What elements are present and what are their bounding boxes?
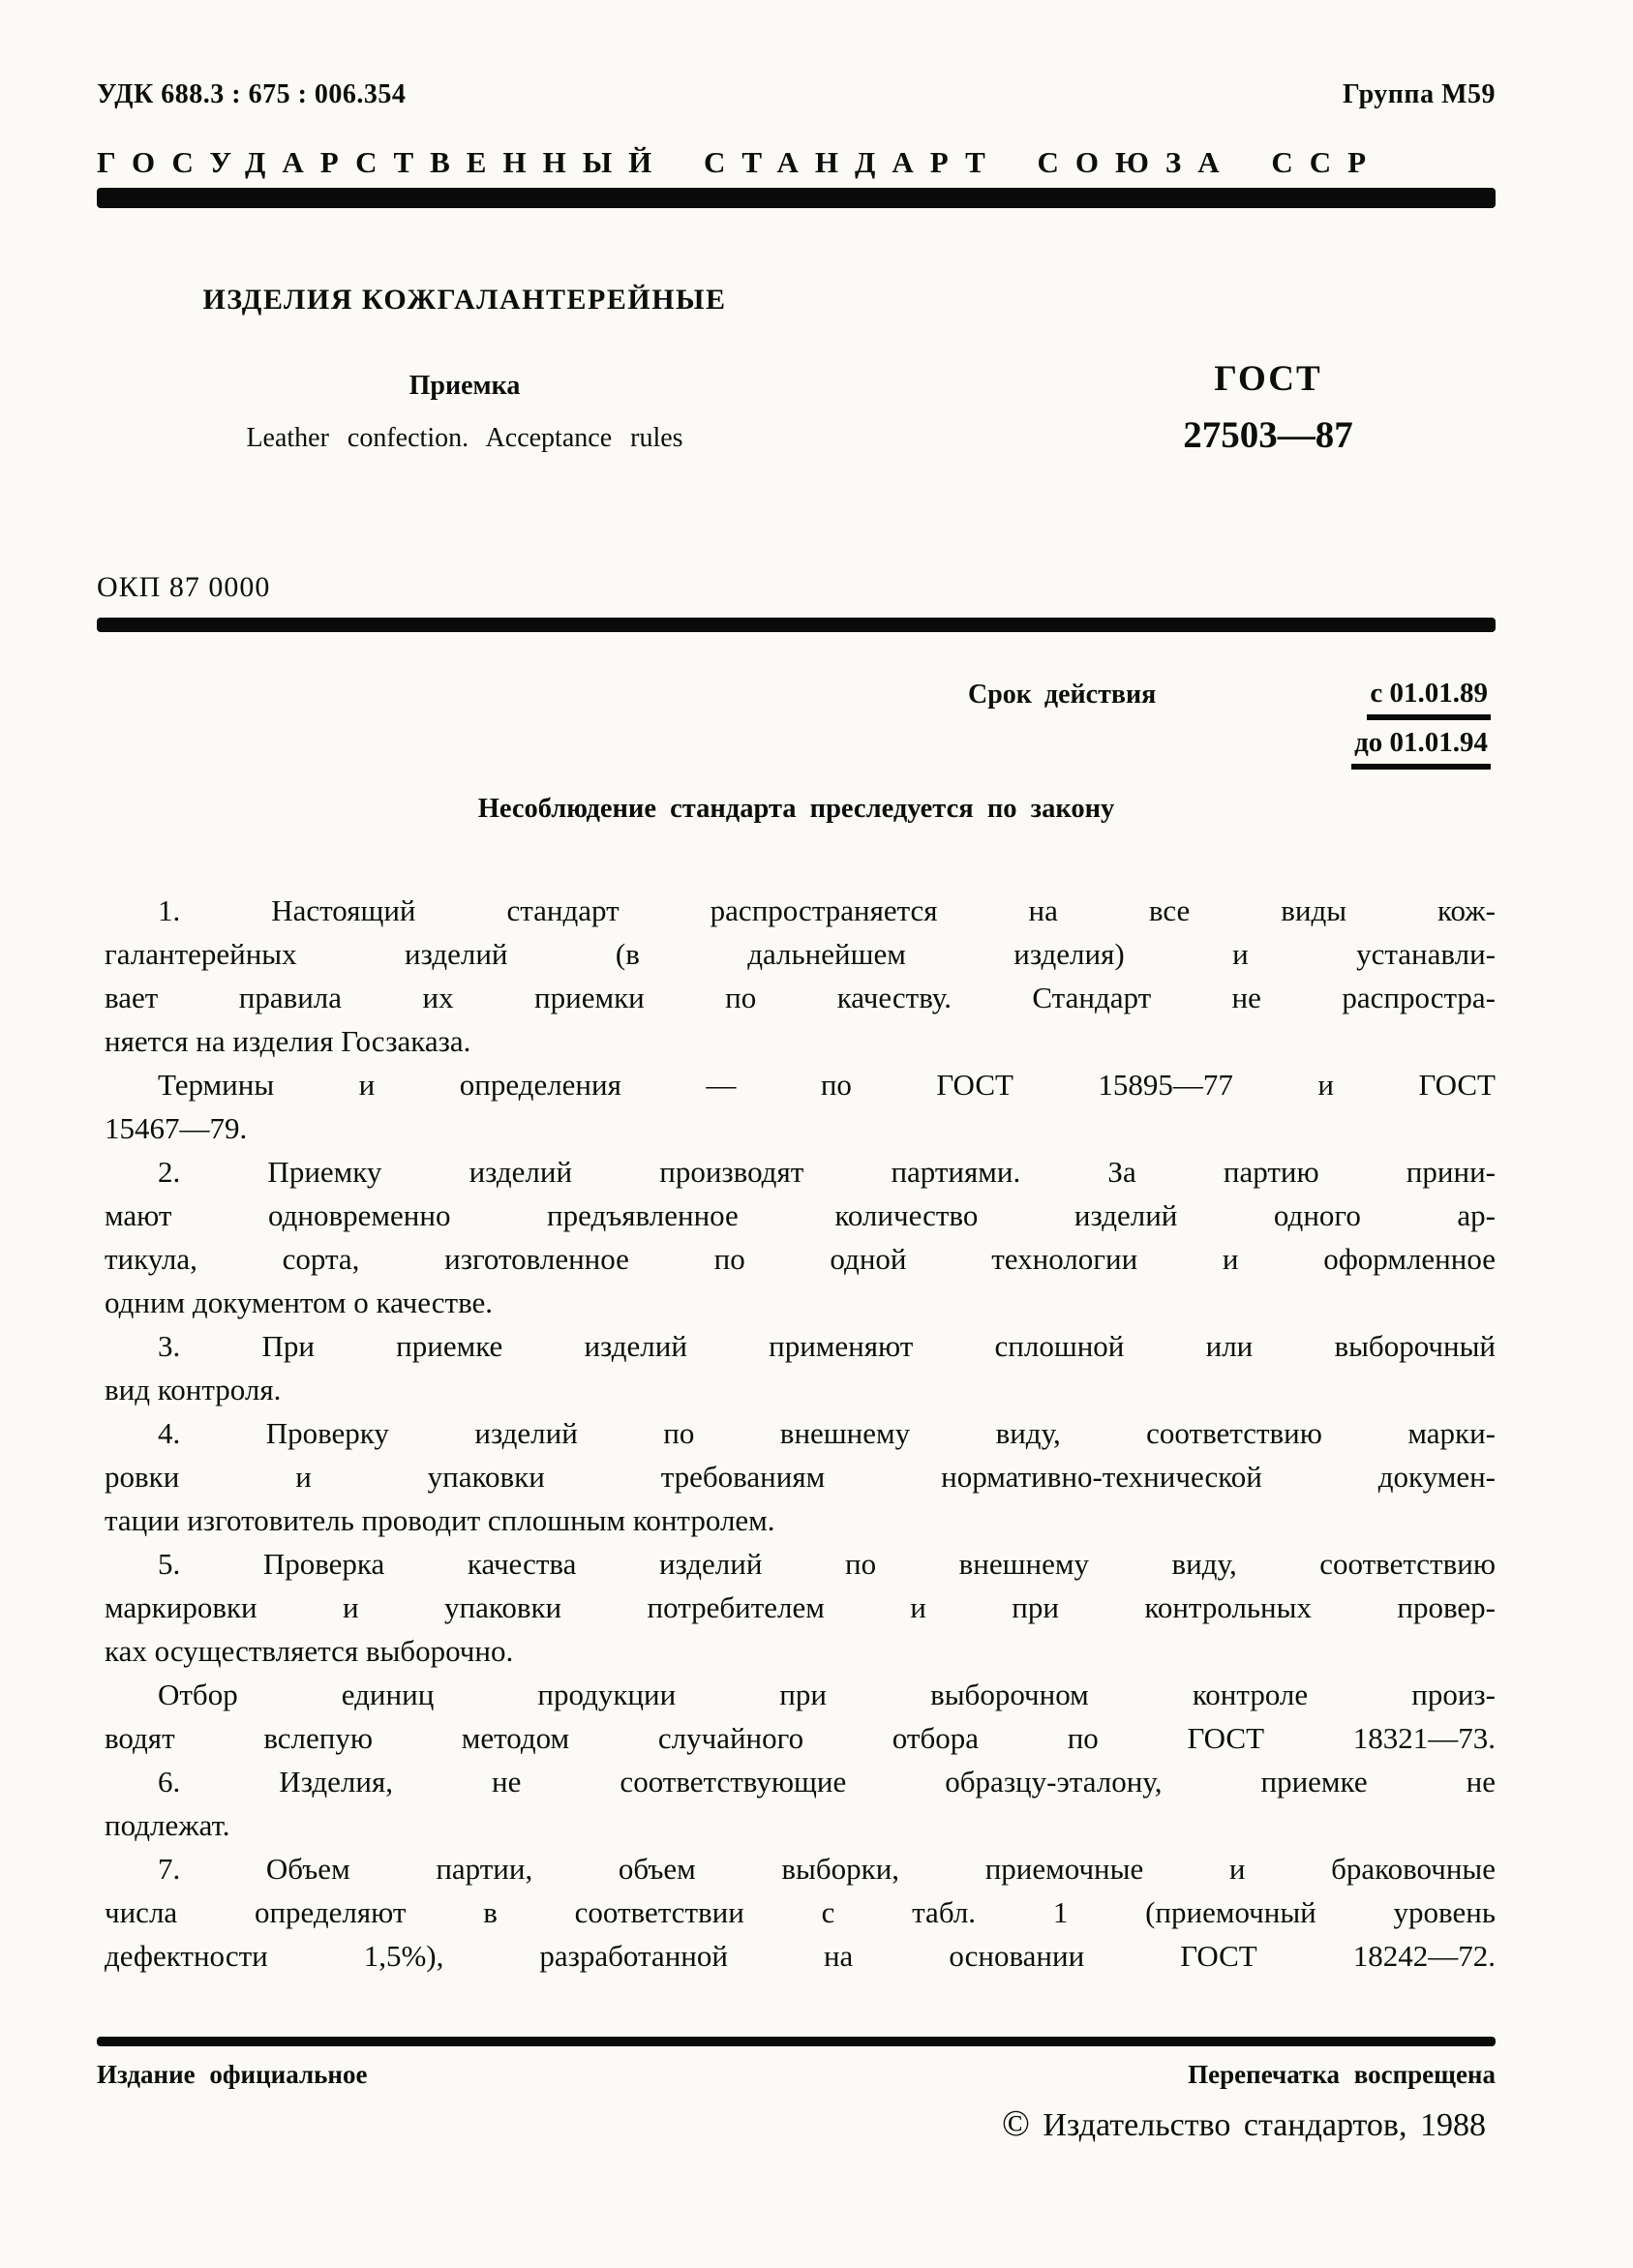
body-line: 1. Настоящий стандарт распространяется на все виды кож- bbox=[158, 893, 1496, 927]
edition-note: Издание официальное bbox=[97, 2060, 368, 2089]
validity-date-to: до 01.01.94 bbox=[1351, 727, 1491, 770]
copyright-text: Издательство стандартов, 1988 bbox=[1029, 2107, 1486, 2143]
body-line: 2. Приемку изделий производят партиями. За партию прини- bbox=[158, 1155, 1496, 1189]
body-line: 7. Объем партии, объем выборки, приемочные и браковочные bbox=[158, 1852, 1496, 1886]
gost-label: ГОСТ bbox=[1214, 359, 1322, 399]
body-line: 15467—79. bbox=[105, 1111, 248, 1145]
reprint-note: Перепечатка воспрещена bbox=[1188, 2060, 1496, 2089]
copyright-line bbox=[97, 2102, 1486, 2145]
standard-type-heading: ГОСУДАРСТВЕННЫЙ СТАНДАРТ СОЮЗА ССР bbox=[97, 145, 1383, 179]
body-line: тикула, сорта, изготовленное по одной технологии и оформленное bbox=[105, 1242, 1496, 1276]
body-line: 5. Проверка качества изделий по внешнему виду, соответствию bbox=[158, 1547, 1496, 1581]
okp-divider-rule bbox=[97, 618, 1496, 632]
gost-designation-block bbox=[1142, 358, 1394, 457]
footer-row bbox=[97, 2060, 1496, 2090]
body-line: тации изготовитель проводит сплошным контролем. bbox=[105, 1503, 775, 1537]
body-text bbox=[105, 889, 1496, 1978]
document-section-title: Приемка bbox=[408, 371, 521, 401]
body-line: 4. Проверку изделий по внешнему виду, соответствию марки- bbox=[158, 1416, 1496, 1450]
okp-code: ОКП 87 0000 bbox=[97, 571, 271, 603]
document-title-en: Leather confection. Acceptance rules bbox=[246, 423, 683, 453]
body-line: галантерейных изделий (в дальнейшем изделия) и устанавли- bbox=[105, 937, 1496, 971]
body-line: водят вслепую методом случайного отбора по ГОСТ 18321—73. bbox=[105, 1721, 1496, 1755]
body-line: няется на изделия Госзаказа. bbox=[105, 1024, 471, 1058]
copyright-icon: © bbox=[1001, 2103, 1030, 2144]
body-line: вает правила их приемки по качеству. Стандарт не распростра- bbox=[105, 981, 1496, 1014]
body-line: 3. При приемке изделий применяют сплошной или выборочный bbox=[158, 1329, 1496, 1363]
group-code: Группа М59 bbox=[1343, 79, 1496, 109]
body-line: дефектности 1,5%), разработанной на основании ГОСТ 18242—72. bbox=[105, 1939, 1496, 1973]
document-classification-row bbox=[97, 79, 1496, 110]
footer-divider-rule bbox=[97, 2037, 1496, 2046]
body-line: подлежат. bbox=[105, 1808, 230, 1842]
law-notice: Несоблюдение стандарта преследуется по закону bbox=[477, 794, 1115, 824]
validity-date-from: с 01.01.89 bbox=[1367, 678, 1491, 720]
validity-dates bbox=[1351, 678, 1491, 776]
body-line: ровки и упаковки требованиям нормативно-технической докумен- bbox=[105, 1460, 1496, 1494]
validity-label: Срок действия bbox=[968, 680, 1157, 710]
body-line: вид контроля. bbox=[105, 1373, 282, 1406]
title-block bbox=[145, 284, 784, 454]
document-title-ru: ИЗДЕЛИЯ КОЖГАЛАНТЕРЕЙНЫЕ bbox=[202, 284, 727, 316]
udk-number: УДК 688.3 : 675 : 006.354 bbox=[97, 79, 407, 109]
body-line: 6. Изделия, не соответствующие образцу-эталону, приемке не bbox=[158, 1765, 1496, 1799]
body-line: Отбор единиц продукции при выборочном контроле произ- bbox=[158, 1678, 1496, 1711]
body-line: одним документом о качестве. bbox=[105, 1285, 494, 1319]
header-divider-rule bbox=[97, 188, 1496, 208]
body-line: числа определяют в соответствии с табл. 1 (приемочный уровень bbox=[105, 1895, 1496, 1929]
gost-number: 27503—87 bbox=[1183, 414, 1353, 456]
body-line: мают одновременно предъявленное количество изделий одного ар- bbox=[105, 1198, 1496, 1232]
body-line: маркировки и упаковки потребителем и при контрольных провер- bbox=[105, 1590, 1496, 1624]
body-line: Термины и определения — по ГОСТ 15895—77 и ГОСТ bbox=[158, 1068, 1496, 1102]
validity-block bbox=[968, 678, 1491, 776]
body-line: ках осуществляется выборочно. bbox=[105, 1634, 514, 1668]
